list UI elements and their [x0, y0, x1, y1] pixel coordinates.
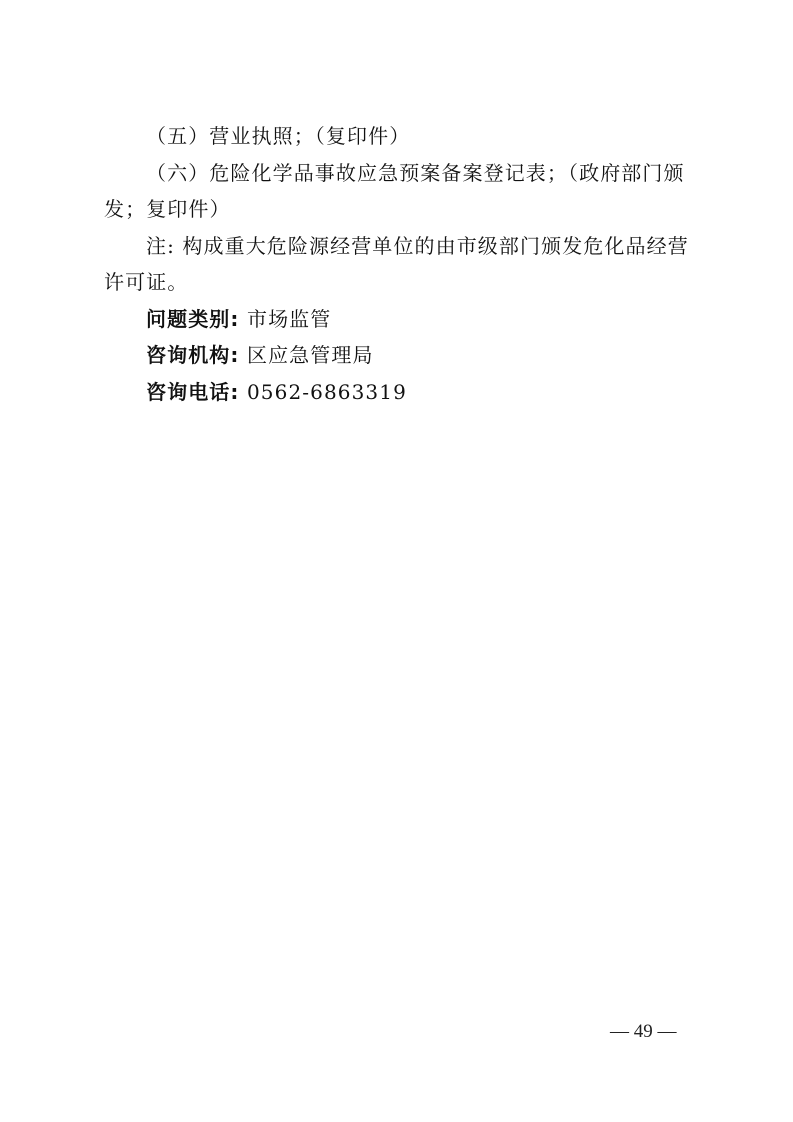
- paragraph-note: 注: 构成重大危险源经营单位的由市级部门颁发危化品经营许可证。: [104, 233, 689, 294]
- document-body: [104, 118, 694, 410]
- info-row-category: [104, 301, 694, 338]
- category-value: 市场监管: [246, 306, 332, 331]
- page-number: — 49 —: [610, 1021, 677, 1042]
- paragraph-business-license: （五）营业执照；（复印件）: [146, 124, 411, 148]
- info-row-phone: [104, 374, 694, 411]
- agency-value: 区应急管理局: [246, 343, 374, 367]
- phone-label: 咨询电话:: [146, 379, 240, 404]
- info-row-agency: [104, 337, 694, 374]
- paragraph-emergency-plan-form: （六）危险化学品事故应急预案备案登记表；（政府部门颁发；复印件）: [104, 160, 685, 221]
- category-label: 问题类别:: [146, 306, 240, 331]
- agency-label: 咨询机构:: [146, 343, 240, 367]
- phone-value: 0562-6863319: [246, 379, 407, 404]
